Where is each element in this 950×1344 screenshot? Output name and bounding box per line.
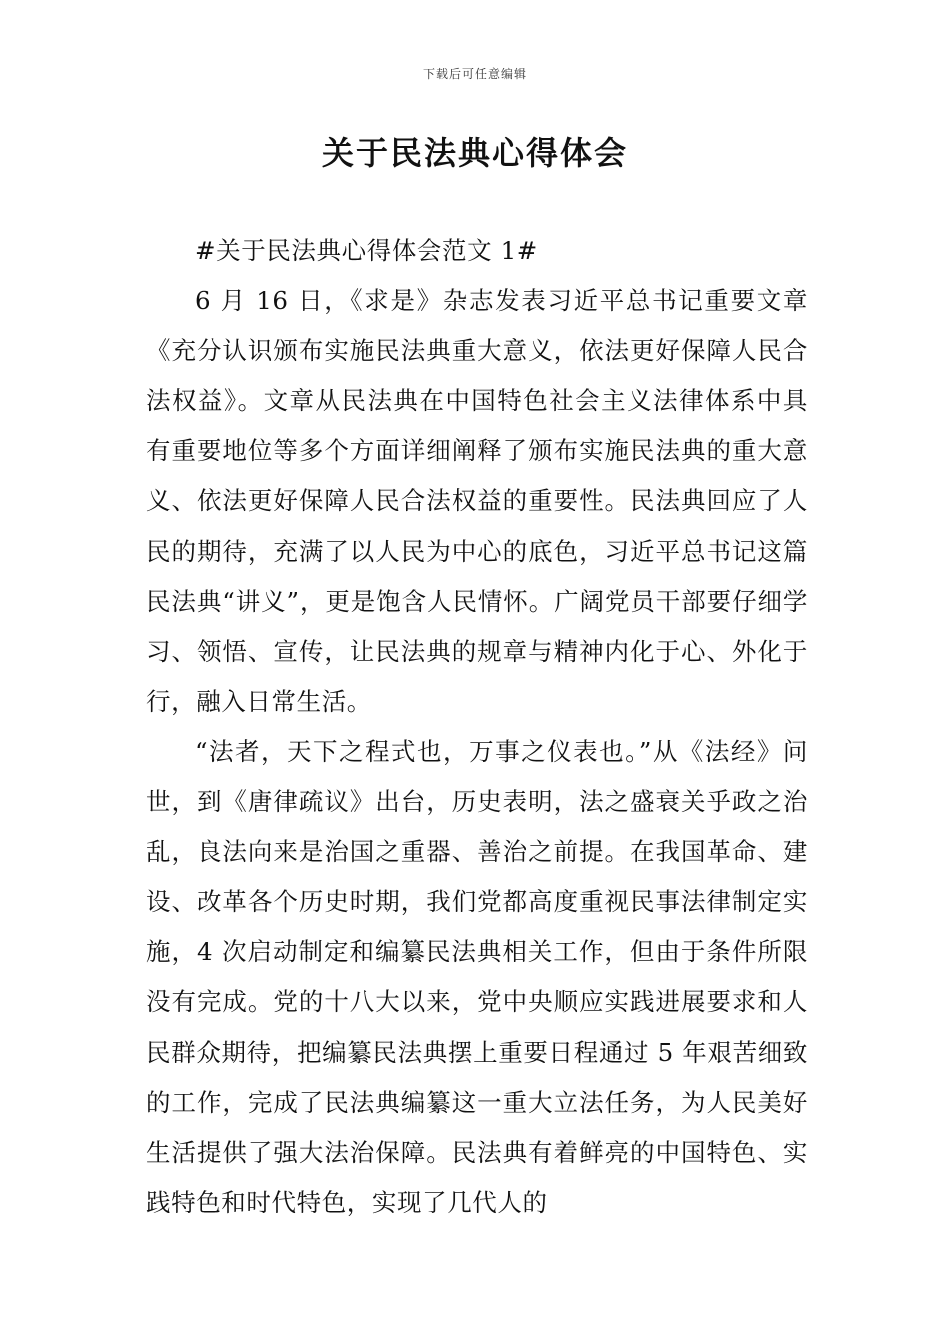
document-body [146,226,808,1228]
paragraph: 6 月 16 日，《求是》杂志发表习近平总书记重要文章《充分认识颁布实施民法典重大意义，依法更好保障人民合法权益》。文章从民法典在中国特色社会主义法律体系中具有重要地位等多个方面详细阐释了颁布实施民法典的重大意义、依法更好保障人民合法权益的重要性。民法典回应了人民的期待，充满了以人民为中心的底色，习近平总书记这篇民法典“讲义”，更是饱含人民情怀。广阔党员干部要仔细学习、领悟、宣传，让民法典的规章与精神内化于心、外化于行，融入日常生活。 [146,286,808,716]
paragraph: “法者，天下之程式也，万事之仪表也。”从《法经》问世，到《唐律疏议》出台，历史表明，法之盛衰关乎政之治乱，良法向来是治国之重器、善治之前提。在我国革命、建设、改革各个历史时期，我们党都高度重视民事法律制定实施，4 次启动制定和编纂民法典相关工作，但由于条件所限没有完成。党的十八大以来，党中央顺应实践进展要求和人民群众期待，把编纂民法典摆上重要日程通过 5 年艰苦细致的工作，完成了民法典编纂这一重大立法任务，为人民美好生活提供了强大法治保障。民法典有着鲜亮的中国特色、实践特色和时代特色，实现了几代人的 [146,736,808,1217]
document-title: 关于民法典心得体会 [321,134,628,172]
header-note: 下载后可任意编辑 [422,67,527,81]
section-heading: #关于民法典心得体会范文 1# [195,236,538,265]
